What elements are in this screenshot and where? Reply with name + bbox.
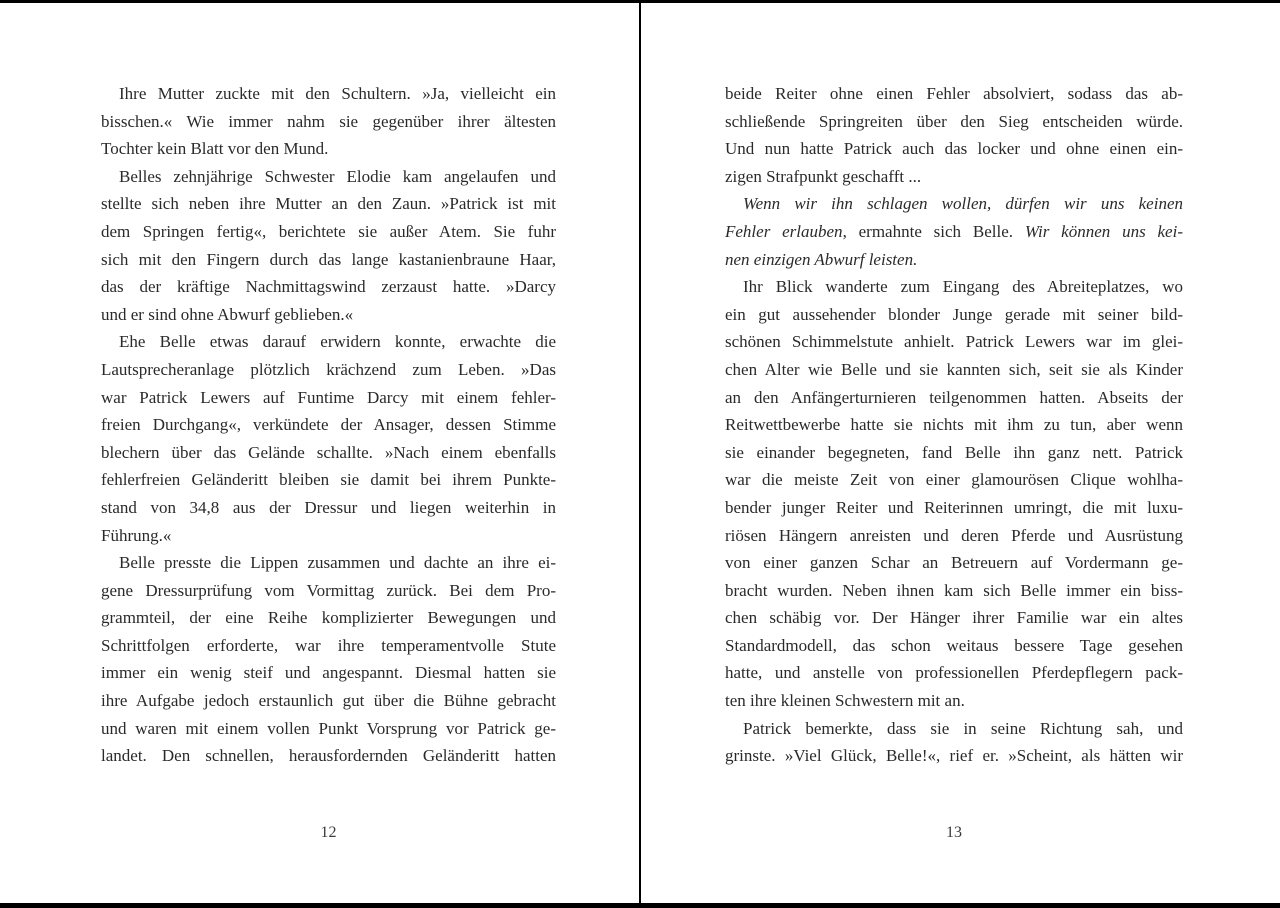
text-line: bracht wurden. Neben ihnen kam sich Belle immer ein biss- <box>725 580 1183 600</box>
text-line: Belles zehnjährige Schwester Elodie kam angelaufen und <box>119 166 556 186</box>
right-page-text <box>725 80 1183 770</box>
text-line: war die meiste Zeit von einer glamourösen Clique wohlha- <box>725 470 1183 490</box>
page-number-right: 13 <box>946 824 962 841</box>
text-line: zigen Strafpunkt geschafft ... <box>725 166 922 186</box>
text-line: Reitwettbewerbe hatte sie nichts mit ihm zu tun, aber wenn <box>725 415 1183 435</box>
text-line: Lautsprecheranlage plötzlich krächzend zum Leben. »Das <box>101 359 556 379</box>
text-line: immer ein wenig steif und angespannt. Diesmal hatten sie <box>101 663 556 683</box>
text-line: bisschen.« Wie immer nahm sie gegenüber ihrer ältesten <box>101 111 556 131</box>
text-line: Ihr Blick wanderte zum Eingang des Abreiteplatzes, wo <box>743 277 1183 297</box>
text-line: hatte, und anstelle von professionellen Pferdepflegern pack- <box>725 663 1183 683</box>
text-line: nen einzigen Abwurf leisten. <box>725 249 918 269</box>
text-line: Fehler erlauben, ermahnte sich Belle. Wir können uns kei- <box>725 221 1183 241</box>
text-line: ein gut aussehender blonder Junge gerade mit seiner bild- <box>725 304 1183 324</box>
text-line: Wenn wir ihn schlagen wollen, dürfen wir uns keinen <box>743 194 1183 214</box>
left-page-text <box>101 80 556 770</box>
text-line: grammteil, der eine Reihe komplizierter Bewegungen und <box>101 608 556 628</box>
text-line: sie einander begegneten, fand Belle ihn ganz nett. Patrick <box>725 442 1183 462</box>
text-line: schließende Springreiten über den Sieg entscheiden würde. <box>725 111 1183 131</box>
text-line: landet. Den schnellen, herausfordernden Geländeritt hatten <box>101 746 556 766</box>
text-line: schönen Schimmelstute anhielt. Patrick Lewers war im glei- <box>725 332 1183 352</box>
text-line: an den Anfängerturnieren teilgenommen hatten. Abseits der <box>725 387 1183 407</box>
text-line: bender junger Reiter und Reiterinnen umringt, die mit luxu- <box>725 497 1183 517</box>
text-line: fehlerfreien Geländeritt bleiben sie damit bei ihrem Punkte- <box>101 470 556 490</box>
text-line: chen Alter wie Belle und sie kannten sich, seit sie als Kinder <box>725 359 1183 379</box>
text-line: grinste. »Viel Glück, Belle!«, rief er. »Scheint, als hätten wir <box>725 746 1183 766</box>
text-line: das der kräftige Nachmittagswind zerzaust hatte. »Darcy <box>101 277 556 297</box>
text-line: war Patrick Lewers auf Funtime Darcy mit einem fehler- <box>101 387 556 407</box>
text-line: blechern über das Gelände schallte. »Nach einem ebenfalls <box>101 442 556 462</box>
text-line: Schrittfolgen erforderte, war ihre temperamentvolle Stute <box>101 635 556 655</box>
text-line: Patrick bemerkte, dass sie in seine Richtung sah, und <box>743 718 1183 738</box>
text-line: gene Dressurprüfung vom Vormittag zurück. Bei dem Pro- <box>101 580 556 600</box>
text-line: Ihre Mutter zuckte mit den Schultern. »Ja, vielleicht ein <box>119 84 556 103</box>
text-line: Und nun hatte Patrick auch das locker und ohne einen ein- <box>725 139 1183 159</box>
text-line: und er sind ohne Abwurf geblieben.« <box>101 304 354 324</box>
text-line: freien Durchgang«, verkündete der Ansager, dessen Stimme <box>101 415 556 435</box>
text-line: Standardmodell, das schon weitaus bessere Tage gesehen <box>725 635 1183 655</box>
text-line: stand von 34,8 aus der Dressur und liegen weiterhin in <box>101 497 556 517</box>
text-line: Tochter kein Blatt vor den Mund. <box>101 139 329 159</box>
text-line: sich mit den Fingern durch das lange kastanienbraune Haar, <box>101 249 556 269</box>
page-gutter-divider <box>639 0 641 908</box>
text-line: ten ihre kleinen Schwestern mit an. <box>725 691 965 711</box>
text-line: von einer ganzen Schar an Betreuern auf Vordermann ge- <box>725 553 1183 573</box>
text-line: ihre Aufgabe jedoch erstaunlich gut über die Bühne gebracht <box>101 691 556 711</box>
text-line: chen schäbig vor. Der Hänger ihrer Familie war ein altes <box>725 608 1183 628</box>
text-line: Ehe Belle etwas darauf erwidern konnte, erwachte die <box>119 332 556 352</box>
text-line: Führung.« <box>101 525 172 545</box>
page-number-left: 12 <box>320 824 337 841</box>
text-line: Belle presste die Lippen zusammen und dachte an ihre ei- <box>119 553 556 573</box>
text-line: und waren mit einem vollen Punkt Vorsprung vor Patrick ge- <box>101 718 556 738</box>
text-line: beide Reiter ohne einen Fehler absolviert, sodass das ab- <box>725 84 1183 103</box>
text-line: stellte sich neben ihre Mutter an den Zaun. »Patrick ist mit <box>101 194 556 214</box>
scan-border-bottom <box>0 903 1280 908</box>
text-line: riösen Hängern anreisten und deren Pferde und Ausrüstung <box>725 525 1183 545</box>
text-line: dem Springen fertig«, berichtete sie außer Atem. Sie fuhr <box>101 221 556 241</box>
